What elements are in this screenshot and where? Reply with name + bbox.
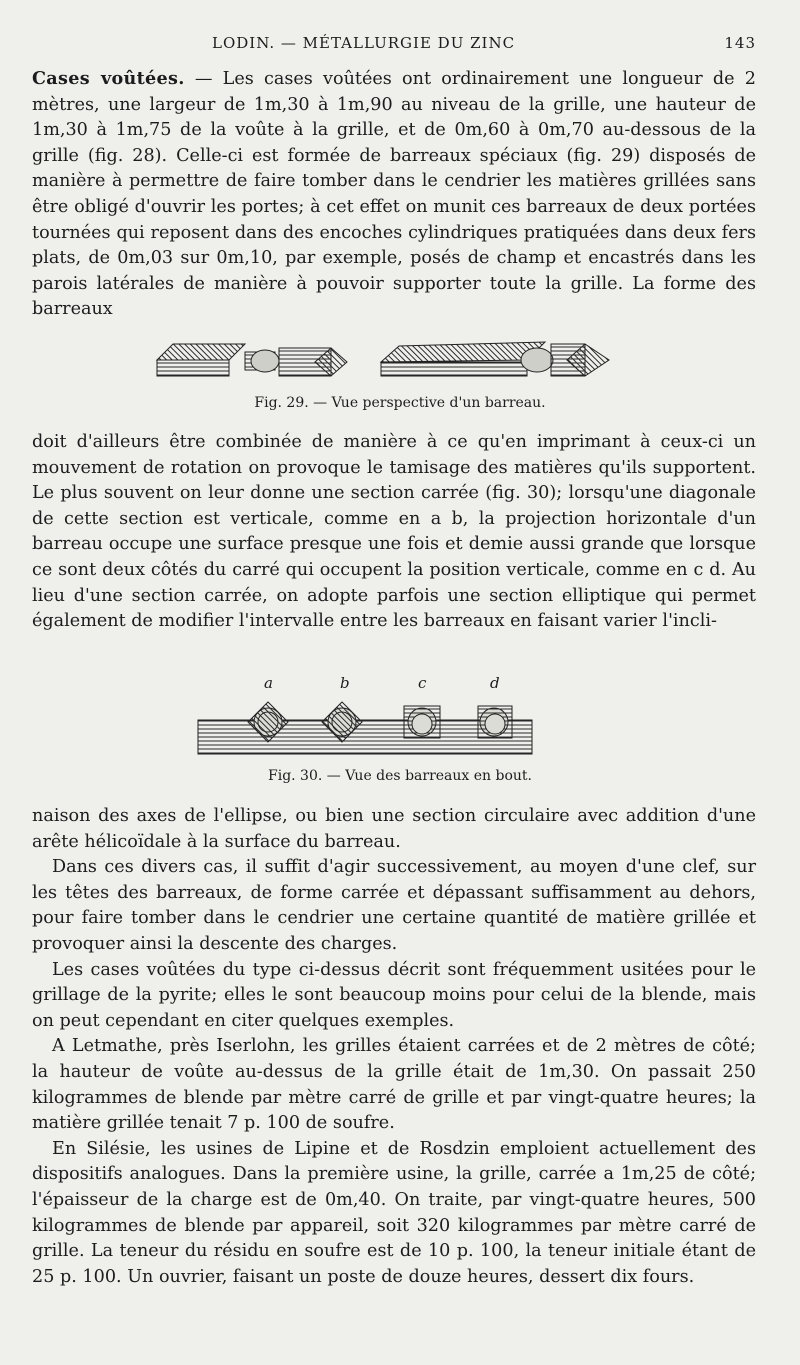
paragraph: En Silésie, les usines de Lipine et de Rosdzin emploient actuellement des dispositifs analogues. Dans la première usine, la grille, carrée a 1m,25 de côté; l'épaisseur de la charge est de 0m,40. On traite, par vingt-quatre heures, 500 kilogrammes de blende par appareil, soit 320 kilogrammes par mètre carré de grille. La teneur du résidu en soufre est de 10 p. 100, la teneur initiale étant de 25 p. 100. Un ouvrier, faisant un poste de douze heures, dessert dix fours. bbox=[32, 1138, 756, 1287]
paragraph: A Letmathe, près Iserlohn, les grilles étaient carrées et de 2 mètres de côté; la hauteur de voûte au-dessus de la grille était de 1m,30. On passait 250 kilogrammes de blende par mètre carré de grille et par vingt-quatre heures; la matière grillée tenait 7 p. 100 de soufre. bbox=[32, 1036, 756, 1134]
paragraph: naison des axes de l'ellipse, ou bien une section circulaire avec addition d'une arête hélicoïdale à la surface du barreau. bbox=[32, 806, 756, 852]
paragraph: Les cases voûtées du type ci-dessus décrit sont fréquemment usitées pour le grillage de la pyrite; elles le sont beaucoup moins pour celui de la blende, mais on peut cependant en citer quelques exemples. bbox=[32, 959, 756, 1031]
section-title: Cases voûtées. bbox=[32, 68, 185, 89]
paragraph: Dans ces divers cas, il suffit d'agir successivement, au moyen d'une clef, sur les têtes des barreaux, de forme carrée et dépassant suffisamment au dehors, pour faire tomber dans le cendrier une certaine quantité de matière grillée et provoquer ainsi la descente des charges. bbox=[32, 857, 756, 954]
figure-label-a: a bbox=[264, 674, 273, 692]
figure-label-d: d bbox=[490, 674, 500, 692]
figure-29-bar-perspective bbox=[155, 330, 625, 386]
figure-label-b: b bbox=[340, 674, 350, 692]
figure-30-caption: Fig. 30. — Vue des barreaux en bout. bbox=[268, 768, 532, 784]
figure-30-bar-end-view bbox=[190, 672, 550, 764]
text-block-1 bbox=[32, 66, 756, 323]
paragraph bbox=[32, 66, 756, 323]
paragraph-text: — Les cases voûtées ont ordinairement une longueur de 2 mètres, une largeur de 1m,30 à 1m,90 au niveau de la grille, une hauteur de 1m,30 à 1m,75 de la voûte à la grille, et de 0m,60 à 0m,70 au-dessous de la grille (fig. 28). Celle-ci est formée de barreaux spéciaux (fig. 29) disposés de manière à permettre de faire tomber dans le cendrier les matières grillées sans être obligé d'ouvrir les portes; à cet effet on munit ces barreaux de deux portées tournées qui reposent dans des encoches cylindriques pratiquées dans deux fers plats, de 0m,03 sur 0m,10, par exemple, posés de champ et encastrés dans les parois latérales de manière à pouvoir supporter toute la grille. La forme des barreaux bbox=[32, 69, 756, 320]
page-header bbox=[40, 30, 760, 56]
text-block-3 bbox=[32, 804, 756, 1290]
text-block-2 bbox=[32, 430, 756, 635]
running-title: LODIN. — MÉTALLURGIE DU ZINC bbox=[212, 34, 516, 52]
figure-29-caption: Fig. 29. — Vue perspective d'un barreau. bbox=[254, 395, 546, 411]
figure-label-c: c bbox=[418, 674, 427, 692]
paragraph: doit d'ailleurs être combinée de manière à ce qu'en imprimant à ceux-ci un mouvement de rotation on provoque le tamisage des matières qu'ils supportent. Le plus souvent on leur donne une section carrée (fig. 30); lorsqu'une diagonale de cette section est verticale, comme en a b, la projection horizontale d'un barreau occupe une surface presque une fois et demie aussi grande que lorsque ce sont deux côtés du carré qui occupent la position verticale, comme en c d. Au lieu d'une section carrée, on adopte parfois une section elliptique qui permet également de modifier l'intervalle entre les barreaux en faisant varier l'incli- bbox=[32, 432, 756, 632]
page-number: 143 bbox=[724, 34, 756, 52]
